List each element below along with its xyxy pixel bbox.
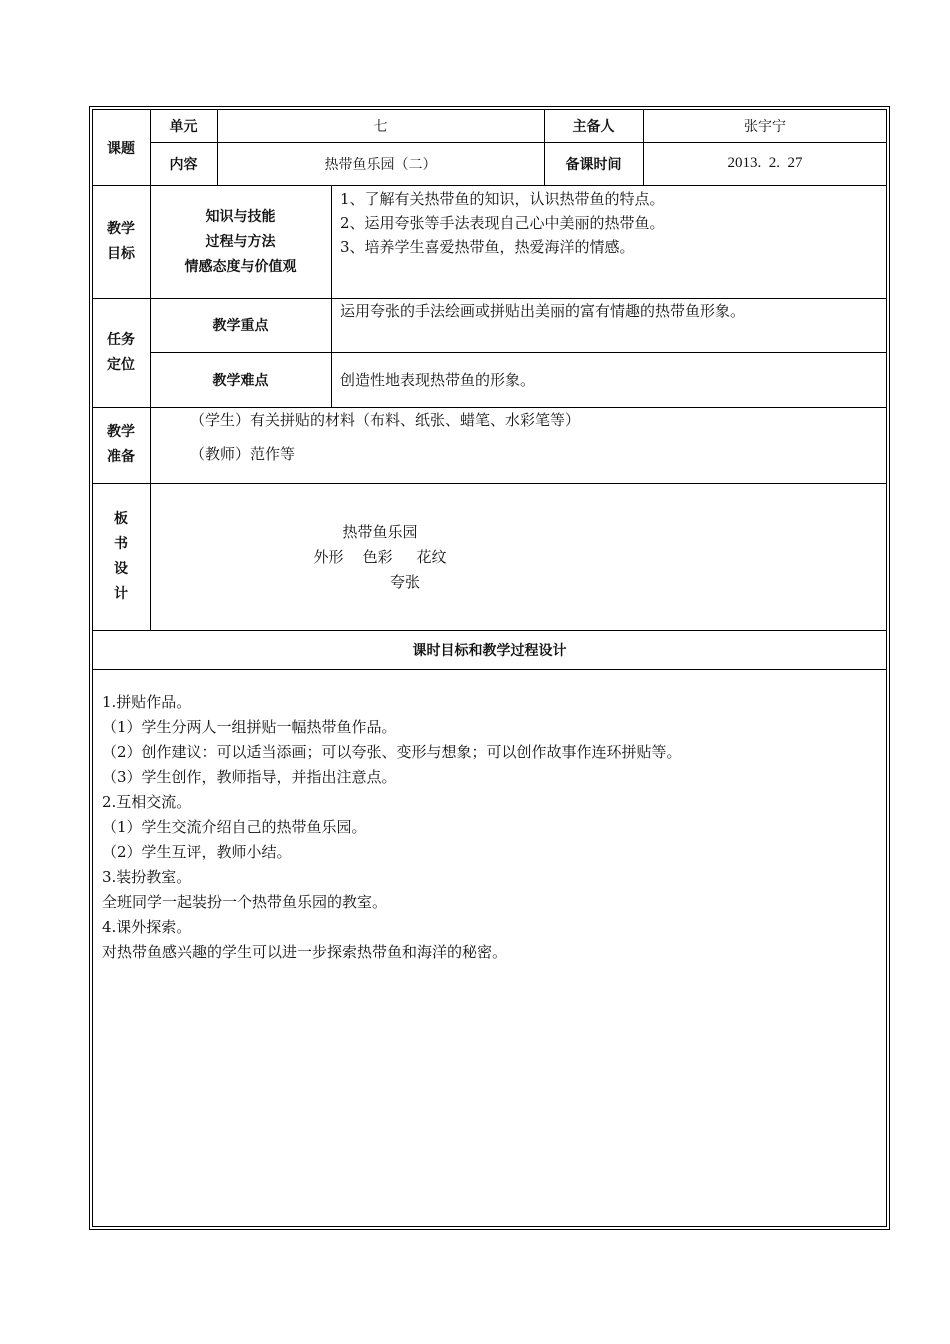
process-line: （2）学生互评，教师小结。 — [102, 843, 292, 861]
col-divider — [331, 185, 332, 408]
board-label — [92, 483, 150, 630]
teaching-process — [102, 690, 682, 965]
lead-teacher-label: 主备人 — [572, 118, 615, 135]
process-line: 3.装扮教室。 — [102, 868, 192, 886]
process-line: 2.互相交流。 — [102, 793, 192, 811]
process-line: 1.拼贴作品。 — [102, 693, 192, 711]
process-line: （1）学生分两人一组拼贴一幅热带鱼作品。 — [102, 718, 397, 736]
objective-item: 1、了解有关热带鱼的知识，认识热带鱼的特点。 — [340, 190, 665, 208]
task-label — [92, 298, 150, 407]
process-line: 对热带鱼感兴趣的学生可以进一步探索热带鱼和海洋的秘密。 — [102, 943, 508, 961]
difficult-point-value: 创造性地表现热带鱼的形象。 — [340, 371, 536, 389]
board-line: 外形 色彩 花纹 — [313, 548, 447, 566]
lead-teacher-value: 张宇宁 — [744, 118, 786, 135]
prep-date-value: 2013. 2. 27 — [727, 155, 803, 171]
unit-label: 单元 — [169, 118, 198, 135]
objectives-label — [92, 185, 150, 298]
process-line: 4.课外探索。 — [102, 918, 192, 936]
dimension-knowledge: 知识与技能 — [205, 208, 276, 225]
board-line: 夸张 — [389, 573, 420, 591]
difficult-point-label: 教学难点 — [212, 372, 269, 389]
process-line: 全班同学一起装扮一个热带鱼乐园的教室。 — [102, 893, 388, 911]
prep-label — [92, 407, 150, 483]
objective-item: 3、培养学生喜爱热带鱼，热爱海洋的情感。 — [340, 238, 635, 256]
key-point-label: 教学重点 — [212, 318, 269, 334]
process-line: （1）学生交流介绍自己的热带鱼乐园。 — [102, 818, 367, 836]
row-divider — [92, 669, 887, 670]
keti-label: 课题 — [107, 140, 135, 157]
board-label-char: 板 — [114, 510, 128, 527]
objective-dimensions — [150, 192, 331, 292]
content-label: 内容 — [169, 156, 198, 173]
unit-value: 七 — [373, 118, 388, 135]
board-label-char: 书 — [114, 535, 128, 552]
board-label-char: 设 — [114, 560, 128, 577]
objectives-label-line: 目标 — [107, 245, 135, 262]
objective-item: 2、运用夸张等手法表现自己心中美丽的热带鱼。 — [340, 214, 665, 232]
task-label-line: 定位 — [107, 356, 135, 373]
key-point-value: 运用夸张的手法绘画或拼贴出美丽的富有情趣的热带鱼形象。 — [340, 302, 746, 320]
prep-label-line: 准备 — [107, 449, 135, 465]
board-label-char: 计 — [114, 585, 128, 602]
content-value: 热带鱼乐园（二） — [324, 156, 437, 173]
dimension-attitude: 情感态度与价值观 — [184, 258, 297, 275]
board-design — [150, 520, 610, 595]
prep-label-line: 教学 — [107, 424, 135, 440]
process-line: （2）创作建议：可以适当添画；可以夸张、变形与想象；可以创作故事作连环拼贴等。 — [102, 743, 682, 761]
prep-teacher: （教师）范作等 — [190, 445, 296, 463]
dimension-process: 过程与方法 — [205, 233, 276, 250]
process-line: （3）学生创作，教师指导，并指出注意点。 — [102, 768, 397, 786]
prep-student: （学生）有关拼贴的材料（布料、纸张、蜡笔、水彩笔等） — [190, 411, 581, 429]
row-divider — [92, 185, 887, 186]
objectives-label-line: 教学 — [107, 220, 135, 237]
section-title: 课时目标和教学过程设计 — [412, 642, 567, 659]
objective-list — [340, 187, 665, 259]
task-label-line: 任务 — [107, 331, 135, 348]
row-divider — [92, 483, 887, 484]
prep-date-label: 备课时间 — [565, 156, 622, 173]
board-title: 热带鱼乐园 — [342, 523, 418, 541]
